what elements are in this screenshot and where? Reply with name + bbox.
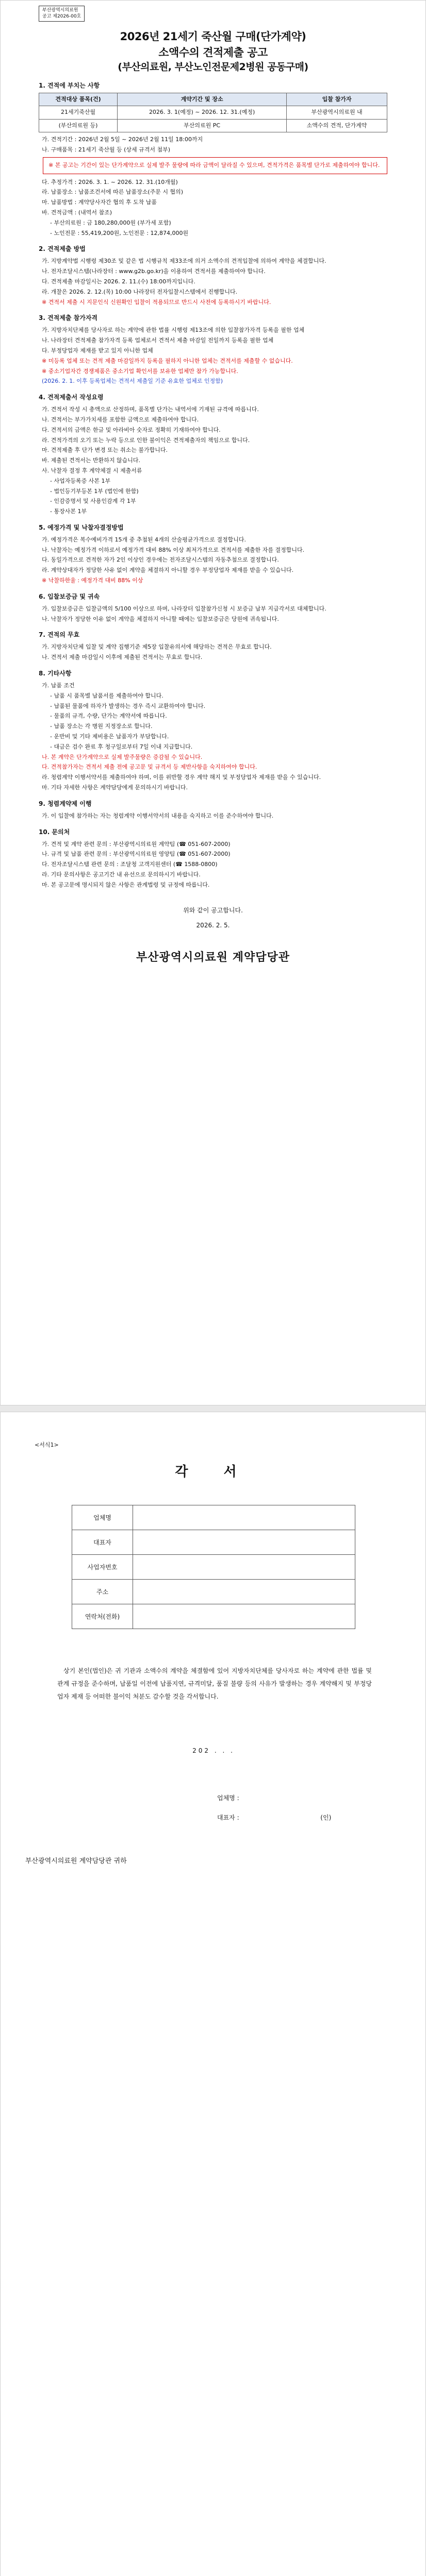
text-line: 라. 개찰은 2026. 2. 12.(목) 10:00 나라장터 전자입찰시스템에서 진행합니다. (42, 288, 238, 295)
text-line: 가. 예정가격은 복수예비가격 15개 중 추첨된 4개의 산술평균가격으로 결정합니다. (42, 536, 246, 543)
text-line: 바. 제출된 견적서는 반환하지 않습니다. (42, 457, 140, 464)
text-line: 나. 낙찰자는 예정가격 이하로서 예정가격 대비 88% 이상 최저가격으로 견적서를 제출한 자를 결정합니다. (42, 546, 305, 553)
text-line: 나. 견적서 제출 마감일시 이후에 제출된 견적서는 무효로 합니다. (42, 654, 203, 661)
text-line: 라. 계약상대자가 정당한 사유 없이 계약을 체결하지 아니할 경우 부정당업자 제재를 받을 수 있습니다. (42, 567, 294, 574)
text-line: 가. 견적기간 : 2026년 2월 5일 ~ 2026년 2월 11일 18:00까지 (42, 136, 203, 143)
text-line: 다. 추정가격 : 2026. 3. 1. ~ 2026. 12. 31.(10개월) (42, 178, 178, 185)
addressee: 부산광역시의료원 계약담당관 귀하 (25, 1857, 127, 1865)
warning-line: 나. 본 계약은 단가계약으로 실제 발주물량은 증감될 수 있습니다. (42, 753, 203, 760)
field-value-company[interactable] (133, 1505, 355, 1530)
text-line: 가. 지방자치단체 입찰 및 계약 집행기준 제5장 입찰유의서에 해당하는 견적은 무효로 합니다. (42, 643, 272, 651)
text-line: 나. 구매품목 : 21세기 죽산월 등 (상세 규격서 첨부) (42, 146, 171, 154)
text-line: - 통장사본 1부 (50, 508, 87, 515)
table-cell: 21세기죽산월 (39, 106, 118, 120)
table-row (72, 1555, 355, 1580)
text-line: - 인감증명서 및 사용인감계 각 1부 (50, 498, 136, 505)
table-cell: 2026. 3. 1(예정) ~ 2026. 12. 31.(예정) (118, 106, 287, 120)
pledge-body: 상기 본인(법인)은 귀 기관과 소액수의 계약을 체결함에 있어 지방자치단체를 당사자로 하는 계약에 관한 법률 및 관계 규정을 준수하며, 납품일 이전에 납품지연, 규격미달, 품질 불량 등의 사유가 발생하는 경우 계약해지 및 부정당업자 제재 등 어떠한 불이익 처분도 감수할 것을 각서합니다. (57, 1667, 372, 1701)
table-row (39, 106, 387, 120)
text-line: - 납품 장소는 각 병원 지정장소로 합니다. (50, 723, 153, 730)
text-line: 가. 견적서 작성 시 총액으로 산정하며, 품목별 단가는 내역서에 기재된 규격에 따릅니다. (42, 406, 259, 413)
title-line-2: 소액수의 견적제출 공고 (158, 46, 268, 59)
signature-company: 업체명 : (217, 1794, 239, 1802)
text-line: - 납품 시 품목별 납품서를 제출하여야 합니다. (50, 692, 163, 699)
warning-line: ※ 견적서 제출 시 지문인식 신원확인 입찰이 적용되므로 반드시 사전에 등록하시기 바랍니다. (42, 298, 271, 306)
text-line: 가. 견적 및 계약 관련 문의 : 부산광역시의료원 계약팀 (☎ 051-607-2000) (42, 840, 231, 848)
text-line: 라. 기타 문의사항은 공고기간 내 유선으로 문의하시기 바랍니다. (42, 871, 201, 878)
text-line: 가. 납품 조건 (42, 682, 75, 689)
field-value-representative[interactable] (133, 1530, 355, 1555)
text-line: 나. 낙찰자가 정당한 이유 없이 계약을 체결하지 아니할 때에는 입찰보증금은 당원에 귀속됩니다. (42, 615, 279, 622)
text-line: 마. 기타 자세한 사항은 계약담당에게 문의하시기 바랍니다. (42, 784, 188, 791)
item-table (39, 93, 387, 133)
warning-line: ※ 중소기업자간 경쟁제품은 중소기업 확인서를 보유한 업체만 참가 가능합니다. (42, 367, 238, 375)
section-heading: 2. 견적제출 방법 (39, 245, 86, 253)
table-header: 견적대상 품목(건) (39, 93, 118, 106)
table-row (72, 1604, 355, 1629)
text-line: 다. 전자조달시스템 관련 문의 : 조달청 고객지원센터 (☎ 1588-0800) (42, 861, 218, 868)
text-line: 다. 견적제출 마감일시는 2026. 2. 11.(수) 18:00까지입니다. (42, 278, 195, 285)
section-2 (39, 244, 387, 307)
text-line: 나. 규격 및 납품 관련 문의 : 부산광역시의료원 영양팀 (☎ 051-607-2000) (42, 851, 231, 858)
seal-mark: (인) (320, 1814, 332, 1822)
section-heading: 8. 기타사항 (39, 670, 72, 677)
field-label: 연락처(전화) (72, 1604, 133, 1629)
highlight-line: (2026. 2. 1. 이후 등록업체는 견적서 제출일 기준 유효한 업체로 인정함) (42, 378, 223, 385)
section-heading: 9. 청렴계약제 이행 (39, 800, 92, 807)
text-line: 다. 견적서의 금액은 한글 및 아라비아 숫자로 정확히 기재하여야 합니다. (42, 426, 221, 433)
section-9 (39, 799, 387, 821)
form-number: <서식1> (35, 1442, 59, 1448)
field-value-business-number[interactable] (133, 1555, 355, 1580)
table-row (72, 1530, 355, 1555)
text-line: 라. 청렴계약 이행서약서를 제출하여야 하며, 이를 위반할 경우 계약 해지 및 부정당업자 제재를 받을 수 있습니다. (42, 774, 321, 781)
text-line: 마. 견적제출 후 단가 변경 또는 취소는 불가합니다. (42, 447, 168, 454)
section-7 (39, 630, 387, 663)
text-line: 다. 동일가격으로 견적한 자가 2인 이상인 경우에는 전자조달시스템의 자동추첨으로 결정합니다. (42, 556, 279, 564)
form-title: 각 서 (175, 1464, 252, 1480)
table-header: 입찰 참가자 (287, 93, 387, 106)
section-10 (39, 827, 387, 890)
text-line: 나. 견적서는 부가가치세를 포함한 금액으로 제출하여야 합니다. (42, 416, 199, 423)
text-line: 가. 이 입찰에 참가하는 자는 청렴계약 이행서약서의 내용을 숙지하고 이를 준수하여야 합니다. (42, 812, 274, 819)
section-heading: 3. 견적제출 참가자격 (39, 314, 98, 322)
text-line: - 부산의료원 : 금 180,280,000원 (부가세 포함) (50, 219, 171, 226)
section-heading: 1. 견적에 부치는 사항 (39, 81, 100, 89)
field-label: 대표자 (72, 1530, 133, 1555)
section-4 (39, 393, 387, 517)
warning-line: ※ 낙찰하한율 : 예정가격 대비 88% 이상 (42, 577, 143, 584)
pledge-info-table (72, 1505, 355, 1629)
text-line: 가. 입찰보증금은 입찰금액의 5/100 이상으로 하며, 나라장터 입찰참가신청 시 보증금 납부 지급각서로 대체합니다. (42, 605, 326, 612)
closing-statement: 위와 같이 공고합니다. (183, 906, 243, 914)
table-row (72, 1505, 355, 1530)
text-line: 바. 견적금액 : (내역서 참조) (42, 209, 112, 216)
field-value-address[interactable] (133, 1580, 355, 1604)
field-label: 사업자번호 (72, 1555, 133, 1580)
field-label: 업체명 (72, 1505, 133, 1530)
title-line-3: (부산의료원, 부산노인전문제2병원 공동구매) (118, 61, 308, 73)
table-header: 계약기간 및 장소 (118, 93, 287, 106)
text-line: - 납품된 물품에 하자가 발생하는 경우 즉시 교환하여야 합니다. (50, 702, 206, 709)
text-line: 나. 전자조달시스템(나라장터 : www.g2b.go.kr)을 이용하여 견적서를 제출하여야 합니다. (42, 268, 266, 275)
table-cell: 소액수의 견적, 단가계약 (287, 119, 387, 132)
pledge-date: 202 . . . (192, 1747, 235, 1754)
text-line: - 법인등기부등본 1부 (법인에 한함) (50, 487, 139, 495)
section-6 (39, 592, 387, 624)
text-line: - 물품의 규격, 수량, 단가는 계약서에 따릅니다. (50, 713, 167, 720)
signature-block (217, 1788, 331, 1828)
pledge-form-page (0, 1412, 426, 2576)
announcement-date: 2026. 2. 5. (196, 921, 230, 929)
warning-line: 다. 견적참가자는 견적서 제출 전에 공고문 및 규격서 등 제반사항을 숙지하여야 합니다. (42, 764, 257, 771)
section-5 (39, 523, 387, 586)
section-3 (39, 313, 387, 386)
text-line: 라. 납품장소 : 납품조건서에 따른 납품장소(주문 시 협의) (42, 189, 184, 196)
notice-box: ※ 본 공고는 기간이 있는 단가계약으로 실제 발주 물량에 따라 금액이 달라질 수 있으며, 견적가격은 품목별 단가로 제출하여야 합니다. (43, 157, 387, 174)
text-line: 가. 지방계약법 시행령 제30조 및 같은 법 시행규칙 제33조에 의거 소액수의 견적입찰에 의하여 계약을 체결합니다. (42, 258, 326, 265)
text-line: 사. 낙찰자 결정 후 계약체결 시 제출서류 (42, 467, 142, 474)
section-heading: 10. 문의처 (39, 828, 70, 836)
text-line: 마. 납품방법 : 계약당사자간 협의 후 도착 납품 (42, 199, 157, 206)
section-1 (39, 81, 387, 239)
title-line-1: 2026년 21세기 죽산월 구매(단가계약) (120, 30, 306, 43)
text-line: 라. 견적가격의 오기 또는 누락 등으로 인한 불이익은 견적제출자의 책임으로 합니다. (42, 436, 250, 444)
section-heading: 4. 견적제출서 작성요령 (39, 394, 104, 401)
warning-line: ※ 미등록 업체 또는 견적 제출 마감일까지 등록을 필하지 아니한 업체는 견적서를 제출할 수 없습니다. (42, 357, 293, 364)
text-line: - 노인전문 : 55,419,200원, 노인전문 : 12,874,000원 (50, 229, 189, 236)
document-tag (39, 6, 85, 22)
text-line: 다. 부정당업자 제재를 받고 있지 아니한 업체 (42, 347, 153, 354)
table-row (72, 1580, 355, 1604)
field-label: 주소 (72, 1580, 133, 1604)
section-heading: 7. 견적의 무효 (39, 631, 80, 639)
text-line: 마. 본 공고문에 명시되지 않은 사항은 관계법령 및 규정에 따릅니다. (42, 881, 210, 888)
table-cell: 부산의료원 PC (118, 119, 287, 132)
signature-rep-label: 대표자 : (217, 1814, 239, 1822)
signature-representative (217, 1808, 331, 1827)
text-line: - 대금은 검수 완료 후 청구일로부터 7일 이내 지급합니다. (50, 743, 193, 750)
tag-line-number: 공고 제2026-00호 (42, 13, 81, 19)
text-line: 가. 지방자치단체를 당사자로 하는 계약에 관한 법률 시행령 제13조에 의한 입찰참가자격 등록을 필한 업체 (42, 327, 305, 334)
text-line: - 운반비 및 기타 제비용은 납품자가 부담합니다. (50, 733, 169, 740)
table-cell: 부산광역시의료원 내 (287, 106, 387, 120)
table-row (39, 119, 387, 132)
text-line: 나. 나라장터 견적제출 참가자격 등록 업체로서 견적서 제출 마감일 전일까지 등록을 필한 업체 (42, 337, 274, 344)
section-heading: 5. 예정가격 및 낙찰자결정방법 (39, 523, 124, 531)
issuer-signature: 부산광역시의료원 계약담당관 (136, 951, 290, 964)
section-heading: 6. 입찰보증금 및 귀속 (39, 592, 100, 600)
tag-line-org: 부산광역시의료원 (42, 8, 78, 13)
text-line: - 사업자등록증 사본 1부 (50, 477, 111, 484)
field-value-phone[interactable] (133, 1604, 355, 1629)
section-8 (39, 669, 387, 793)
table-cell: (부산의료원 등) (39, 119, 118, 132)
page-title (39, 29, 387, 74)
